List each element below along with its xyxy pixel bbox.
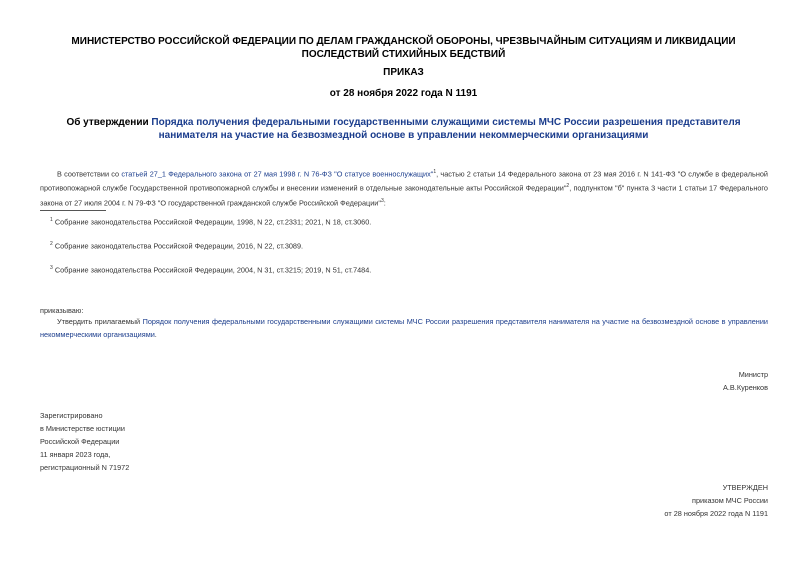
registration-block xyxy=(40,409,260,474)
registration-line: регистрационный N 71972 xyxy=(40,463,130,472)
approval-line: УТВЕРЖДЕН xyxy=(722,483,768,492)
preamble-text: В соответствии со xyxy=(57,169,122,179)
registration-line: Зарегистрировано xyxy=(40,411,103,420)
footnote-text: Собрание законодательства Российской Федерации, 1998, N 22, ст.2331; 2021, N 18, ст.3060. xyxy=(54,217,372,227)
footnote-marker: 1 xyxy=(50,217,53,223)
ministry-header: МИНИСТЕРСТВО РОССИЙСКОЙ ФЕДЕРАЦИИ ПО ДЕЛАМ ГРАЖДАНСКОЙ ОБОРОНЫ, ЧРЕЗВЫЧАЙНЫМ СИТУАЦИЯМ И ЛИКВИДАЦИИ ПОСЛЕДСТВИЙ СТИХИЙНЫХ БЕДСТВИЙ xyxy=(71,36,736,60)
footnote-text: Собрание законодательства Российской Федерации, 2004, N 31, ст.3215; 2019, N 51, ст.7484. xyxy=(54,265,372,275)
law-76-fz-link[interactable]: статьей 27_1 Федерального закона от 27 мая 1998 г. N 76-ФЗ "О статусе военнослужащих" xyxy=(121,169,434,179)
preamble-text: , подпунктом "б" пункта 3 части 1 статьи 17 Федерального закона от 27 июля 2004 г. N 79-ФЗ "О государственной гражданской службе Российской Федерации" xyxy=(40,183,768,208)
procedure-link[interactable]: Порядок получения федеральными государственными служащими системы МЧС России разрешения представителя нанимателя на участие на безвозмездной основе в управлении некоммерческими организациями xyxy=(40,317,768,339)
preamble-paragraph xyxy=(40,166,768,209)
footnote-marker: 2 xyxy=(566,183,570,190)
approve-suffix: . xyxy=(154,330,157,339)
footnote-marker: 3 xyxy=(380,197,384,204)
title-link[interactable]: Порядка получения федеральными государственными служащими системы МЧС России разрешения представителя нанимателя на участие на безвозмездной основе в управлении некоммерческими организациями xyxy=(151,117,741,141)
footnote-separator xyxy=(40,210,106,211)
title-prefix: Об утверждении xyxy=(66,117,152,128)
approval-line: от 28 ноября 2022 года N 1191 xyxy=(664,509,768,518)
registration-line: Российской Федерации xyxy=(40,437,120,446)
footnote-marker: 1 xyxy=(433,169,437,175)
registration-line: в Министерстве юстиции xyxy=(40,424,125,433)
approval-line: приказом МЧС России xyxy=(692,496,768,505)
footnote-1 xyxy=(50,214,750,228)
approval-block xyxy=(664,481,768,520)
document-type: ПРИКАЗ xyxy=(383,67,424,78)
signature-block xyxy=(723,368,768,394)
order-word: приказываю: xyxy=(40,306,84,315)
footnote-marker: 2 xyxy=(50,241,53,247)
preamble-text: : xyxy=(383,198,386,208)
signature-position: Министр xyxy=(738,370,768,379)
footnote-2 xyxy=(50,238,750,252)
preamble-text: , частью 2 статьи 14 Федерального закона от 23 мая 2016 г. N 141-ФЗ "О службе в федеральной противопожарной службе Государственной противопожарной службы и внесении изменений в отдельные законодательные акты Российской Федерации" xyxy=(40,169,768,193)
signature-name: А.В.Куренков xyxy=(723,383,768,392)
footnote-3 xyxy=(50,262,750,276)
footnote-text: Собрание законодательства Российской Федерации, 2016, N 22, ст.3089. xyxy=(54,241,304,251)
footnote-marker: 3 xyxy=(50,265,53,271)
registration-line: 11 января 2023 года, xyxy=(40,450,111,459)
document-date-number: от 28 ноября 2022 года N 1191 xyxy=(329,88,478,99)
approve-prefix: Утвердить прилагаемый xyxy=(57,317,143,326)
document-title xyxy=(40,116,767,142)
approve-paragraph xyxy=(40,315,768,341)
